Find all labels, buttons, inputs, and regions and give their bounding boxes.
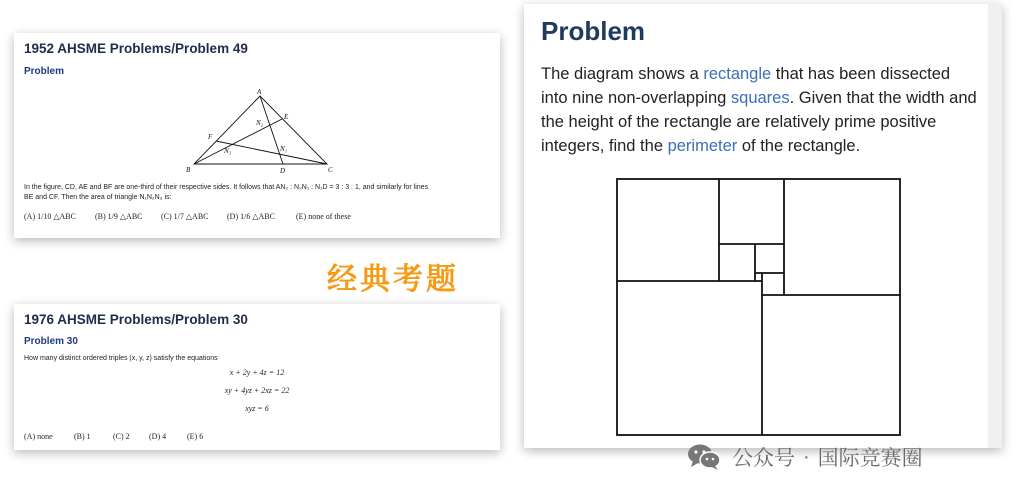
equation-2: xy + 4yz + 2xz = 22 xyxy=(224,386,290,395)
link-squares[interactable]: squares xyxy=(730,89,790,107)
card-subtitle: Problem 30 xyxy=(24,336,78,347)
separator: · xyxy=(803,445,810,468)
card-subtitle: Problem xyxy=(24,66,65,77)
problem-card-1952 xyxy=(14,33,500,238)
choice-e: (E) 6 xyxy=(187,432,204,441)
choice-c: (C) 2 xyxy=(113,432,130,441)
scrollbar[interactable] xyxy=(988,4,1002,448)
label-A: A xyxy=(257,88,262,96)
wechat-watermark xyxy=(686,440,923,474)
label-D: D xyxy=(280,167,286,175)
equation-1: x + 2y + 4z = 12 xyxy=(229,368,285,377)
label-E: E xyxy=(284,113,289,121)
text-part-4: of the rectangle. xyxy=(737,137,861,155)
problem-card-squares xyxy=(524,4,1002,448)
triangle-figure xyxy=(14,33,500,238)
choice-c: (C) 1/7 △ABC xyxy=(161,212,209,221)
account-name: 国际竞赛圈 xyxy=(817,447,923,470)
text-part-2: that has been dissected into nine non-overlapping xyxy=(541,65,951,107)
choice-a: (A) none xyxy=(24,432,53,441)
problem-text-1: In the figure, CD, AE and BF are one-third of their respective sides. It follows that AN₂ : N₂N₁ : N₁D = 3 : 3 : 1, and similarly for lines xyxy=(24,184,429,191)
choice-b: (B) 1 xyxy=(74,432,91,441)
label-N2: N₂ xyxy=(256,119,264,127)
label-C: C xyxy=(328,166,333,174)
text-part-3: . Given that the width and the height of the rectangle are relatively prime positive integers, find the xyxy=(541,89,977,155)
account-label: 公众号 xyxy=(732,447,795,470)
label-N3: N₃ xyxy=(224,147,232,155)
squares-diagram xyxy=(524,4,1002,448)
banner-classic-problems: 经典考题 xyxy=(327,263,459,296)
link-rectangle[interactable]: rectangle xyxy=(703,65,772,83)
problem-card-1976 xyxy=(14,304,500,450)
question-text: How many distinct ordered triples (x, y, z) satisfy the equations xyxy=(24,355,218,362)
choice-a: (A) 1/10 △ABC xyxy=(24,212,76,221)
equation-3: xyz = 6 xyxy=(245,404,269,413)
choice-e: (E) none of these xyxy=(296,212,351,221)
card-title: 1952 AHSME Problems/Problem 49 xyxy=(24,41,248,56)
wechat-icon xyxy=(686,442,724,472)
choice-b: (B) 1/9 △ABC xyxy=(95,212,143,221)
link-perimeter[interactable]: perimeter xyxy=(667,137,738,155)
label-B: B xyxy=(186,166,191,174)
card-title: Problem xyxy=(541,16,646,46)
label-F: F xyxy=(208,133,213,141)
problem-text-2: BE and CF. Then the area of triangle N₁N₂N₃ is: xyxy=(24,194,172,201)
choice-d: (D) 1/6 △ABC xyxy=(227,212,275,221)
card-title: 1976 AHSME Problems/Problem 30 xyxy=(24,312,248,327)
choice-d: (D) 4 xyxy=(149,432,167,441)
text-part-1: The diagram shows a xyxy=(541,65,704,83)
label-N1: N₁ xyxy=(280,145,288,153)
